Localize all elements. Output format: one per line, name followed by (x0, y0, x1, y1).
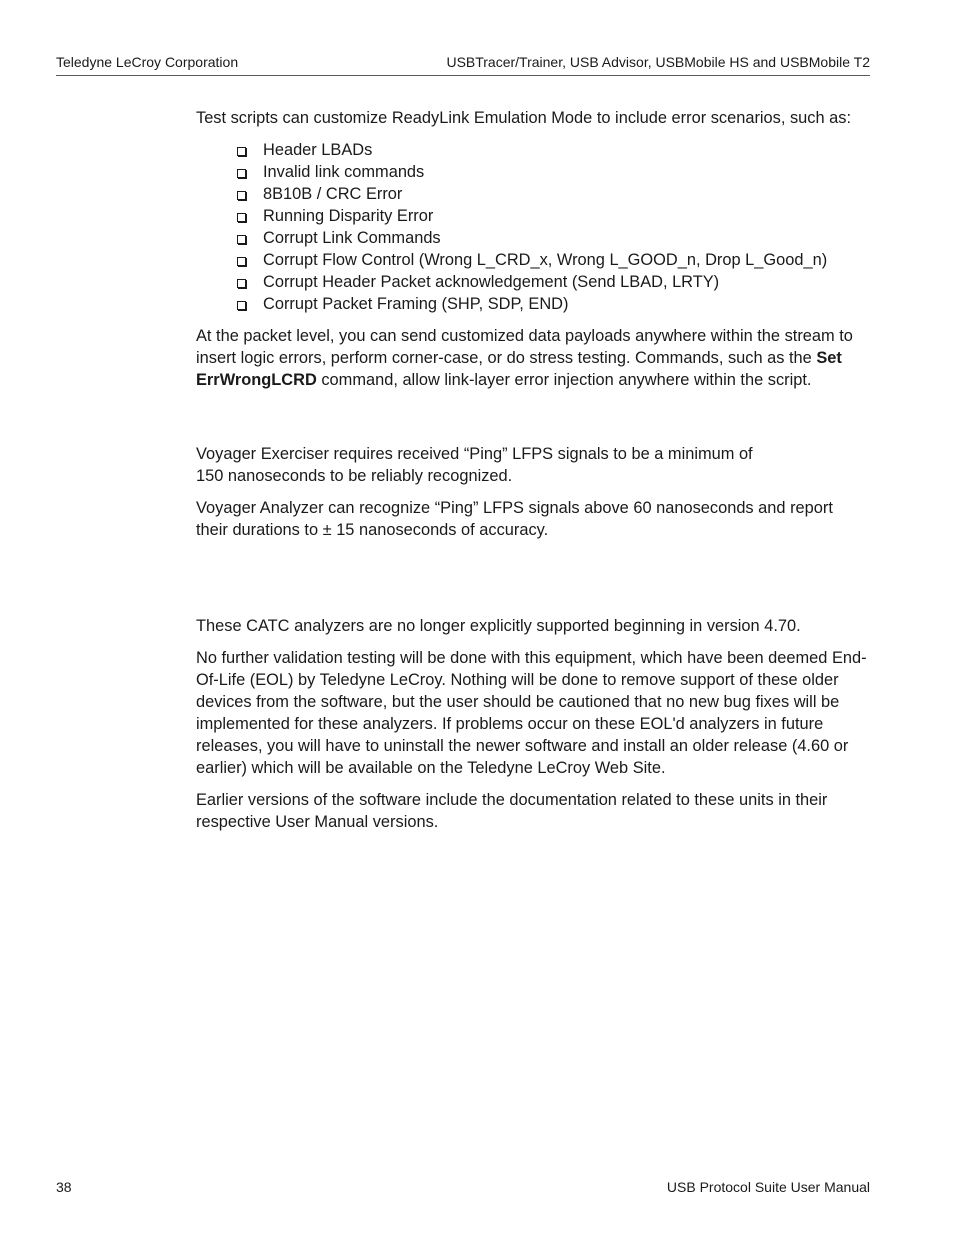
checkbox-bullet-icon (237, 191, 246, 200)
checkbox-bullet-icon (237, 257, 246, 266)
checkbox-bullet-icon (237, 147, 246, 156)
exerciser-paragraph (196, 443, 872, 487)
page-number: 38 (56, 1179, 72, 1195)
analyzer-paragraph (196, 497, 872, 541)
list-item (236, 205, 872, 227)
command-name: Set ErrWrongLCRD (196, 349, 842, 389)
error-scenario-list (196, 139, 872, 315)
list-item-text: 8B10B / CRC Error (263, 185, 403, 203)
footer-manual-title: USB Protocol Suite User Manual (666, 1179, 870, 1195)
validation-paragraph: No further validation testing will be done with this equipment, which have been deemed End-Of-Life (EOL) by Teledyne LeCroy. Nothing will be done to remove support of these older devices from the software, but the user should be cautioned that no new bug fixes will be implemented for these analyzers. If problems occur on these EOL'd analyzers in future releases, you will have to uninstall the newer software and install an older release (4.60 or earlier) which will be available on the Teledyne LeCroy Web Site. (196, 649, 867, 777)
page-footer (56, 1177, 870, 1197)
list-item-text: Running Disparity Error (263, 207, 434, 225)
analyzer-line-2: their durations to ± 15 nanoseconds of accuracy. (196, 521, 549, 539)
earlier-versions-paragraph: Earlier versions of the software include the documentation related to these units in their respective User Manual versions. (196, 791, 828, 831)
analyzer-line-1: Voyager Analyzer can recognize “Ping” LFPS signals above 60 nanoseconds and report (196, 499, 833, 517)
checkbox-bullet-icon (237, 301, 246, 310)
page-content (196, 107, 872, 843)
list-item-text: Corrupt Packet Framing (SHP, SDP, END) (263, 295, 569, 313)
exerciser-line-1: Voyager Exerciser requires received “Ping” LFPS signals to be a minimum of (196, 445, 753, 463)
header-company: Teledyne LeCroy Corporation (56, 54, 239, 70)
list-item-text: Corrupt Link Commands (263, 229, 441, 247)
exerciser-line-2: 150 nanoseconds to be reliably recognized. (196, 467, 513, 485)
section-spacer (196, 551, 872, 615)
intro-paragraph: Test scripts can customize ReadyLink Emulation Mode to include error scenarios, such as: (196, 109, 852, 127)
list-item-text: Corrupt Flow Control (Wrong L_CRD_x, Wrong L_GOOD_n, Drop L_Good_n) (263, 251, 828, 269)
catc-paragraph: These CATC analyzers are no longer explicitly supported beginning in version 4.70. (196, 617, 801, 635)
list-item-text: Corrupt Header Packet acknowledgement (Send LBAD, LRTY) (263, 273, 720, 291)
list-item (236, 293, 872, 315)
list-item (236, 249, 872, 271)
header-product-title: USBTracer/Trainer, USB Advisor, USBMobile HS and USBMobile T2 (446, 54, 870, 70)
list-item (236, 161, 872, 183)
page-header (56, 52, 870, 76)
list-item (236, 271, 872, 293)
section-spacer (196, 401, 872, 443)
packet-paragraph-start: At the packet level, you can send customized data payloads anywhere within the stream to insert logic errors, perform corner-case, or do stress testing. Commands, such as the (196, 327, 853, 367)
list-item-text: Header LBADs (263, 141, 373, 159)
checkbox-bullet-icon (237, 169, 246, 178)
checkbox-bullet-icon (237, 235, 246, 244)
list-item (236, 183, 872, 205)
checkbox-bullet-icon (237, 279, 246, 288)
list-item (236, 139, 872, 161)
packet-paragraph-end: command, allow link-layer error injection anywhere within the script. (316, 371, 812, 389)
list-item (236, 227, 872, 249)
packet-level-paragraph (196, 325, 872, 391)
list-item-text: Invalid link commands (263, 163, 425, 181)
checkbox-bullet-icon (237, 213, 246, 222)
